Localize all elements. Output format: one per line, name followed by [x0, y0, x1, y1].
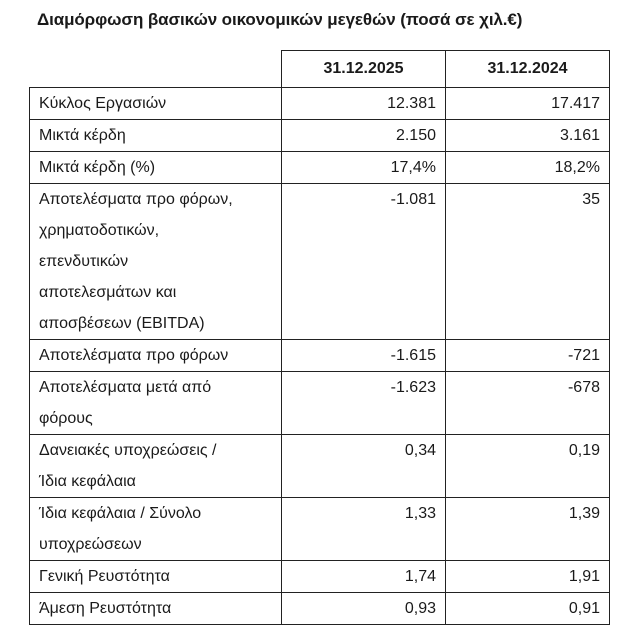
header-2025: 31.12.2025: [282, 51, 446, 88]
row-label: [30, 152, 282, 184]
value-v2025: 2.150: [282, 120, 446, 152]
row-label: [30, 435, 282, 498]
row-label: [30, 184, 282, 340]
value-v2025: 1,33: [282, 498, 446, 561]
table-row: [30, 152, 610, 184]
row-label-line: Αποτελέσματα μετά από: [39, 379, 212, 396]
row-label-line: επενδυτικών: [39, 253, 129, 270]
table-title: Διαμόρφωση βασικών οικονομικών μεγεθών (ποσά σε χιλ.€): [37, 10, 523, 29]
value-v2025: 0,34: [282, 435, 446, 498]
row-label-line: Γενική Ρευστότητα: [39, 568, 170, 585]
row-label-line: Μικτά κέρδη: [39, 127, 126, 144]
value-v2024: 1,91: [446, 561, 610, 593]
table-row: [30, 88, 610, 120]
value-v2025: -1.081: [282, 184, 446, 340]
row-label-line: υποχρεώσεων: [39, 536, 142, 553]
value-v2024: 17.417: [446, 88, 610, 120]
row-label-line: Κύκλος Εργασιών: [39, 95, 167, 112]
value-v2025: 1,74: [282, 561, 446, 593]
row-label-line: χρηματοδοτικών,: [39, 222, 160, 239]
row-label: [30, 372, 282, 435]
row-label: [30, 88, 282, 120]
table-row: [30, 561, 610, 593]
value-v2025: -1.623: [282, 372, 446, 435]
row-label-line: Ίδια κεφάλαια / Σύνολο: [39, 505, 202, 522]
row-label: [30, 120, 282, 152]
row-label: [30, 593, 282, 625]
row-label-line: Αποτελέσματα προ φόρων,: [39, 191, 233, 208]
value-v2024: 35: [446, 184, 610, 340]
value-v2024: 18,2%: [446, 152, 610, 184]
value-v2025: 0,93: [282, 593, 446, 625]
row-label: [30, 498, 282, 561]
row-label: [30, 561, 282, 593]
value-v2024: -721: [446, 340, 610, 372]
table-row: [30, 120, 610, 152]
header-2024: 31.12.2024: [446, 51, 610, 88]
header-row: [30, 51, 610, 88]
financial-table: [29, 50, 610, 625]
table-row: [30, 372, 610, 435]
table-row: [30, 340, 610, 372]
table-row: [30, 435, 610, 498]
row-label-line: Αποτελέσματα προ φόρων: [39, 347, 229, 364]
row-label-line: Ίδια κεφάλαια: [39, 473, 136, 490]
row-label-line: Δανειακές υποχρεώσεις /: [39, 442, 217, 459]
row-label-line: Μικτά κέρδη (%): [39, 159, 156, 176]
table-row: [30, 184, 610, 340]
header-blank-cell: [30, 51, 282, 88]
value-v2024: 0,19: [446, 435, 610, 498]
value-v2024: 3.161: [446, 120, 610, 152]
value-v2025: -1.615: [282, 340, 446, 372]
value-v2024: 0,91: [446, 593, 610, 625]
value-v2025: 17,4%: [282, 152, 446, 184]
row-label-line: φόρους: [39, 410, 93, 427]
row-label-line: αποσβέσεων (EBITDA): [39, 315, 205, 332]
table-row: [30, 593, 610, 625]
value-v2024: -678: [446, 372, 610, 435]
value-v2025: 12.381: [282, 88, 446, 120]
table-row: [30, 498, 610, 561]
row-label-line: αποτελεσμάτων και: [39, 284, 177, 301]
row-label: [30, 340, 282, 372]
value-v2024: 1,39: [446, 498, 610, 561]
row-label-line: Άμεση Ρευστότητα: [39, 600, 172, 617]
